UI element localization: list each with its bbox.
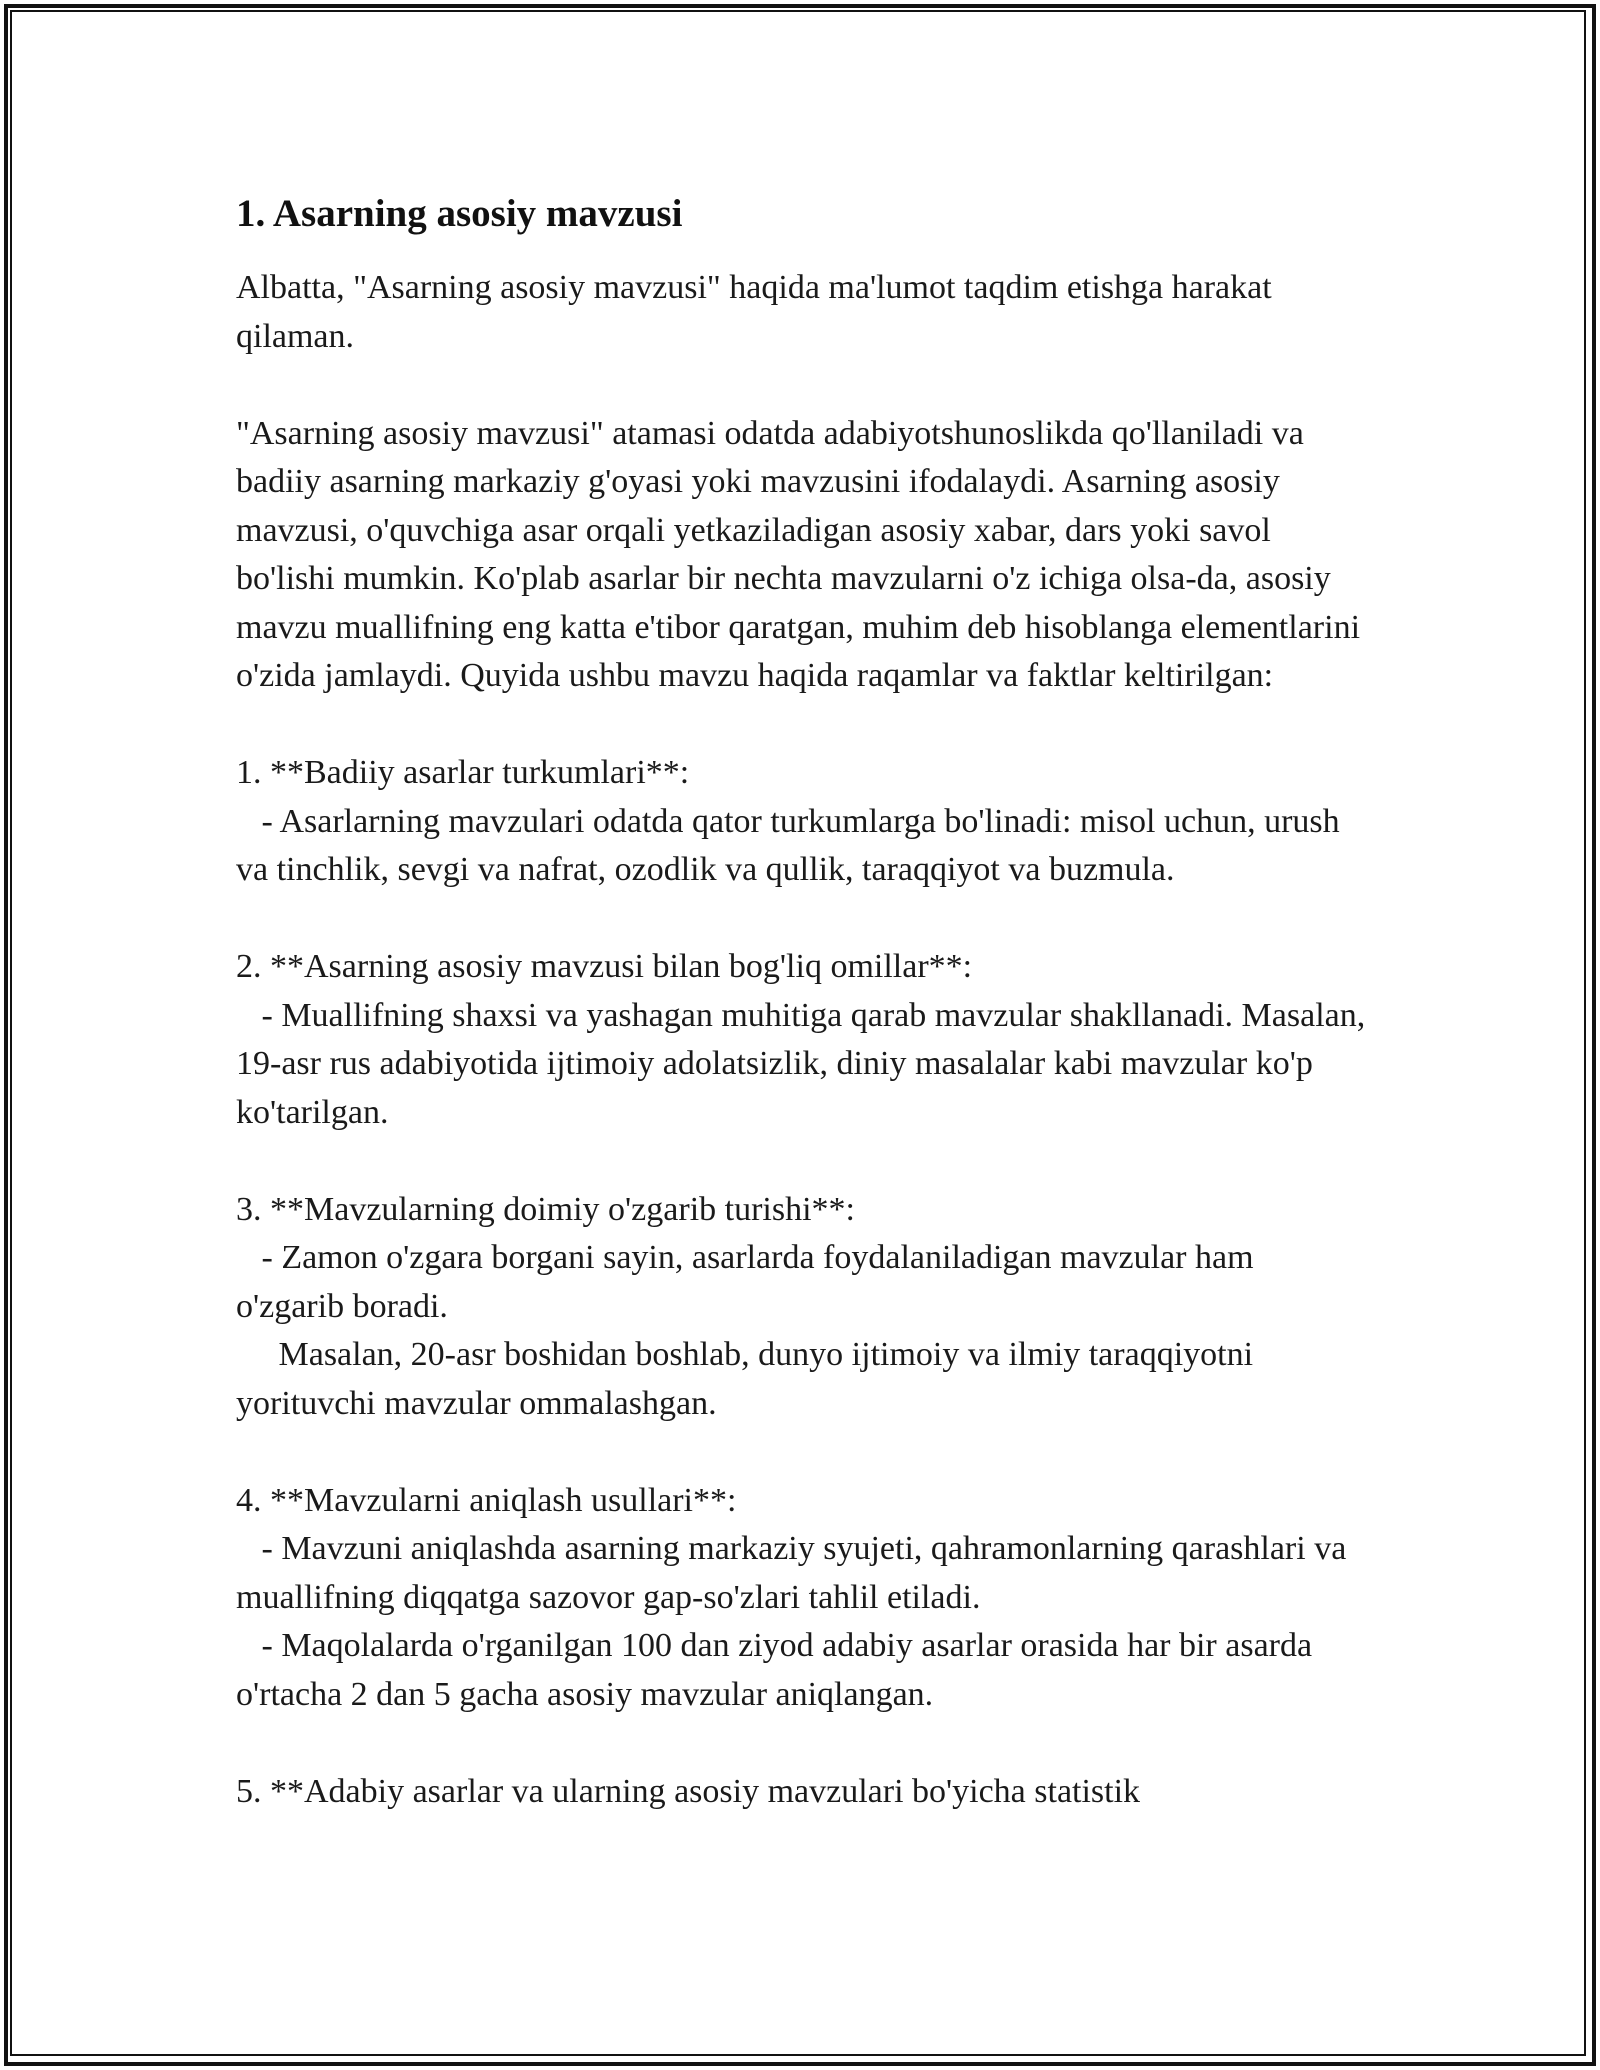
paragraph-spacer [236, 895, 1366, 944]
intro-paragraph: Albatta, "Asarning asosiy mavzusi" haqida ma'lumot taqdim etishga harakat qilaman. [236, 269, 1281, 355]
document-title: 1. Asarning asosiy mavzusi [236, 192, 683, 235]
paragraph-spacer [236, 1428, 1366, 1477]
paragraph-spacer [236, 701, 1366, 750]
list-item-5: 5. **Adabiy asarlar va ularning asosiy mavzulari bo'yicha statistik [236, 1772, 1141, 1810]
document-body [236, 186, 1369, 1816]
paragraph-spacer [236, 361, 1366, 410]
definition-paragraph: "Asarning asosiy mavzusi" atamasi odatda adabiyotshunoslikda qo'llaniladi va badiiy asarning markaziy g'oyasi yoki mavzusini ifodalaydi. Asarning asosiy mavzusi, o'quvchiga asar orqali yetkaziladigan asosiy xabar, dars yoki savol bo'lishi mumkin. Ko'plab asarlar bir nechta mavzularni o'z ichiga olsa-da, asosiy mavzu muallifning eng katta e'tibor qaratgan, muhim deb hisoblanga elementlarini o'zida jamlaydi. Quyida ushbu mavzu haqida raqamlar va faktlar keltirilgan: [236, 414, 1369, 694]
list-item-2: 2. **Asarning asosiy mavzusi bilan bog'liq omillar**: - Muallifning shaxsi va yashagan muhitiga qarab mavzular shakllanadi. Masalan, 19-asr rus adabiyotida ijtimoiy adolatsizlik, diniy masalalar kabi mavzular ko'p ko'tarilgan. [236, 948, 1366, 1131]
list-item-3: 3. **Mavzularning doimiy o'zgarib turishi**: - Zamon o'zgara borgani sayin, asarlarda foydalaniladigan mavzular ham o'zgarib boradi. Masalan, 20-asr boshidan boshlab, dunyo ijtimoiy va ilmiy taraqqiyotni yorituvchi mavzular ommalashgan. [236, 1190, 1254, 1422]
paragraph-spacer [236, 1719, 1366, 1768]
list-item-1: 1. **Badiiy asarlar turkumlari**: - Asarlarning mavzulari odatda qator turkumlarga bo'linadi: misol uchun, urush va tinchlik, sevgi va nafrat, ozodlik va qullik, taraqqiyot va buzmula. [236, 754, 1340, 888]
list-item-4: 4. **Mavzularni aniqlash usullari**: - Mavzuni aniqlashda asarning markaziy syujeti, qahramonlarning qarashlari va muallifning diqqatga sazovor gap-so'zlari tahlil etiladi. - Maqolalarda o'rganilgan 100 dan ziyod adabiy asarlar orasida har bir asarda o'rtacha 2 dan 5 gacha asosiy mavzular aniqlangan. [236, 1481, 1347, 1713]
paragraph-spacer [236, 1137, 1366, 1186]
